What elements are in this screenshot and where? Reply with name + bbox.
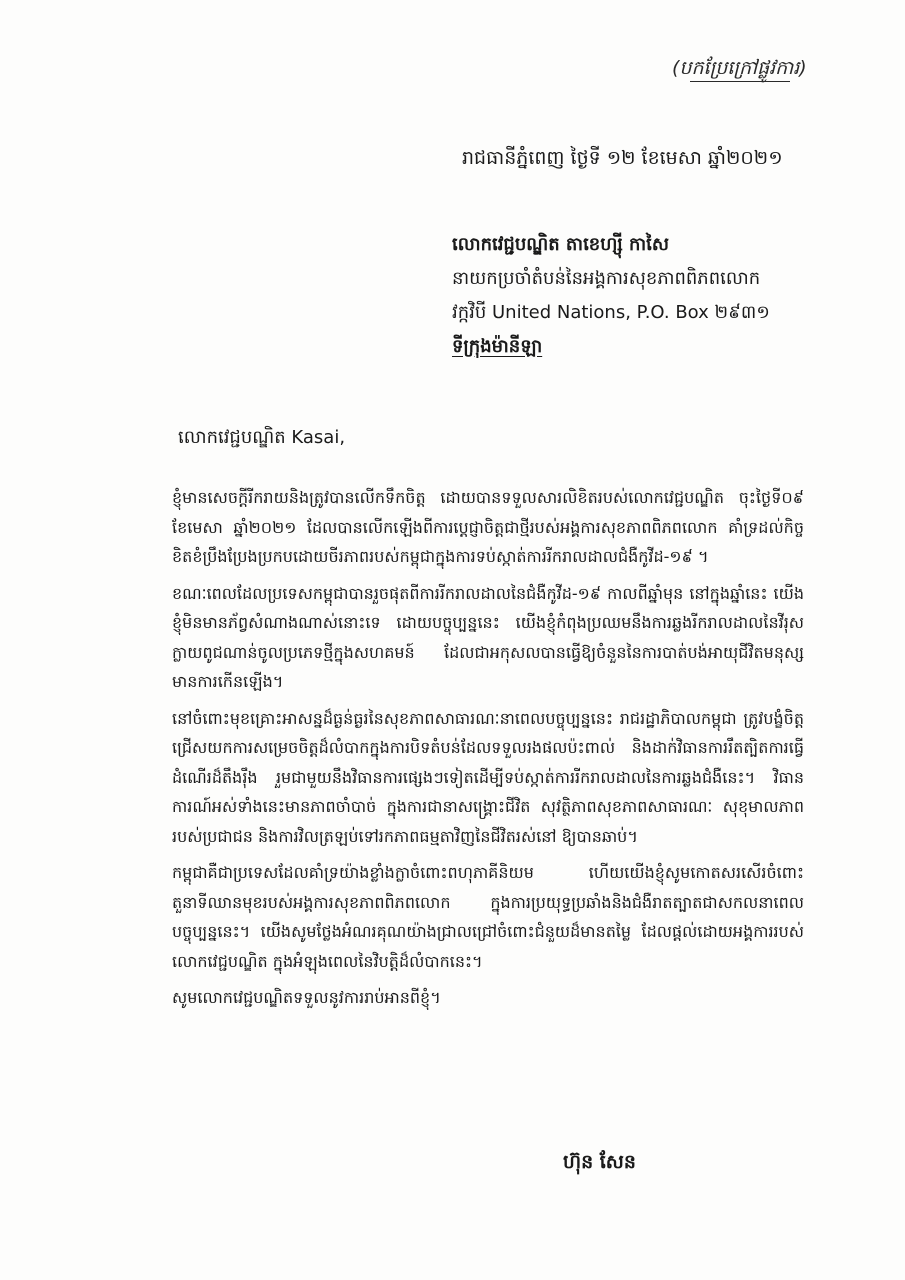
recipient-address: វក្កវិបី United Nations, P.O. Box ២៩៣១ bbox=[452, 302, 770, 323]
closing-line: សូមលោកវេជ្ជបណ្ឌិតទទួលនូវការរាប់អានពីខ្ញុំ។ bbox=[172, 988, 441, 1007]
stamp-underline bbox=[690, 81, 790, 82]
signature-name: ហ៊ុន សែន bbox=[563, 1151, 636, 1173]
letter-body bbox=[172, 483, 804, 1020]
recipient-title: នាយកប្រចាំតំបន់នៃអង្គការសុខភាពពិភពលោក bbox=[452, 268, 761, 289]
recipient-name: លោកវេជ្ជបណ្ឌិត តាខេហ្ស៊ី កាសៃ bbox=[452, 234, 669, 255]
body-paragraph-2: ខណៈពេលដែលប្រទេសកម្ពុជាបានរួចផុតពីការរីករាលដាលនៃជំងឺកូវីដ-១៩ កាលពីឆ្នាំមុន នៅក្នុងឆ្នាំនេះ យើងខ្ញុំមិនមានភ័ព្វសំណាងណាស់នោះទេ ដោយបច្ចុប្បន្ននេះ យើងខ្ញុំកំពុងប្រឈមនឹងការឆ្លងរីករាលដាលនៃវីរុសក្លាយពូជណាន់ចូលប្រភេទថ្មីក្នុងសហគមន៍ ដែលជាអកុសលបានធ្វើឱ្យចំនួននៃការបាត់បង់អាយុជីវិតមនុស្សមានការកើនឡើង។ bbox=[172, 583, 804, 691]
body-paragraph-1: ខ្ញុំមានសេចក្ដីរីករាយនិងត្រូវបានលើកទឹកចិត្ត ដោយបានទទួលសារលិខិតរបស់លោកវេជ្ជបណ្ឌិត ចុះថ្ងៃទី០៩ ខែមេសា ឆ្នាំ២០២១ ដែលបានលើកឡើងពីការប្ដេជ្ញាចិត្តជាថ្មីរបស់អង្គការសុខភាពពិភពលោក គាំទ្រដល់កិច្ចខិតខំប្រឹងប្រែងប្រកបដោយចីរភាពរបស់កម្ពុជាក្នុងការទប់ស្កាត់ការរីករាលដាលជំងឺកូវីដ-១៩ ។ bbox=[172, 488, 804, 566]
letter-date: រាជធានីភ្នំពេញ ថ្ងៃទី ១២ ខែមេសា ឆ្នាំ២០២១ bbox=[462, 147, 783, 169]
salutation: លោកវេជ្ជបណ្ឌិត Kasai, bbox=[178, 427, 346, 448]
recipient-block bbox=[452, 228, 770, 364]
recipient-city: ទីក្រុងម៉ានីឡា bbox=[452, 336, 543, 357]
body-paragraph-3: នៅចំពោះមុខគ្រោះអាសន្នដ៏ធ្ងន់ធ្ងរនៃសុខភាពសាធារណៈនាពេលបច្ចុប្បន្ននេះ រាជរដ្ឋាភិបាលកម្ពុជា ត្រូវបង្ខំចិត្តជ្រើសយកការសម្រេចចិត្តដ៏លំបាកក្នុងការបិទតំបន់ដែលទទួលរងផលប៉ះពាល់ និងដាក់វិធានការរឹតត្បិតការធ្វើដំណើរដ៏តឹងរ៉ឹង រួមជាមួយនឹងវិធានការផ្សេងៗទៀតដើម្បីទប់ស្កាត់ការរីករាលដាលនៃការឆ្លងជំងឺនេះ។ វិធានការណ៍អស់ទាំងនេះមានភាពចាំបាច់ ក្នុងការជានាសង្គ្រោះជីវិត សុវត្ថិភាពសុខភាពសាធារណៈ សុខុមាលភាពរបស់ប្រជាជន និងការវិលត្រឡប់ទៅរកភាពធម្មតាវិញនៃជីវិតរស់នៅ ឱ្យបានឆាប់។ bbox=[172, 708, 804, 846]
body-paragraph-4: កម្ពុជាគឺជាប្រទេសដែលគាំទ្រយ៉ាងខ្លាំងក្លាចំពោះពហុភាគីនិយម ហើយយើងខ្ញុំសូមកោតសរសើរចំពោះតួនាទីឈានមុខរបស់អង្គការសុខភាពពិភពលោក ក្នុងការប្រយុទ្ធប្រឆាំងនិងជំងឺរាតត្បាតជាសកលនាពេលបច្ចុប្បន្ននេះ។ យើងសូមថ្លែងអំណរគុណយ៉ាងជ្រាលជ្រៅចំពោះជំនួយដ៏មានតម្លៃ ដែលផ្ដល់ដោយអង្គការរបស់លោកវេជ្ជបណ្ឌិត ក្នុងអំឡុងពេលនៃវិបត្តិដ៏លំបាកនេះ។ bbox=[172, 863, 804, 971]
unofficial-translation-stamp: (បកប្រែក្រៅផ្លូវការ) bbox=[672, 57, 807, 79]
